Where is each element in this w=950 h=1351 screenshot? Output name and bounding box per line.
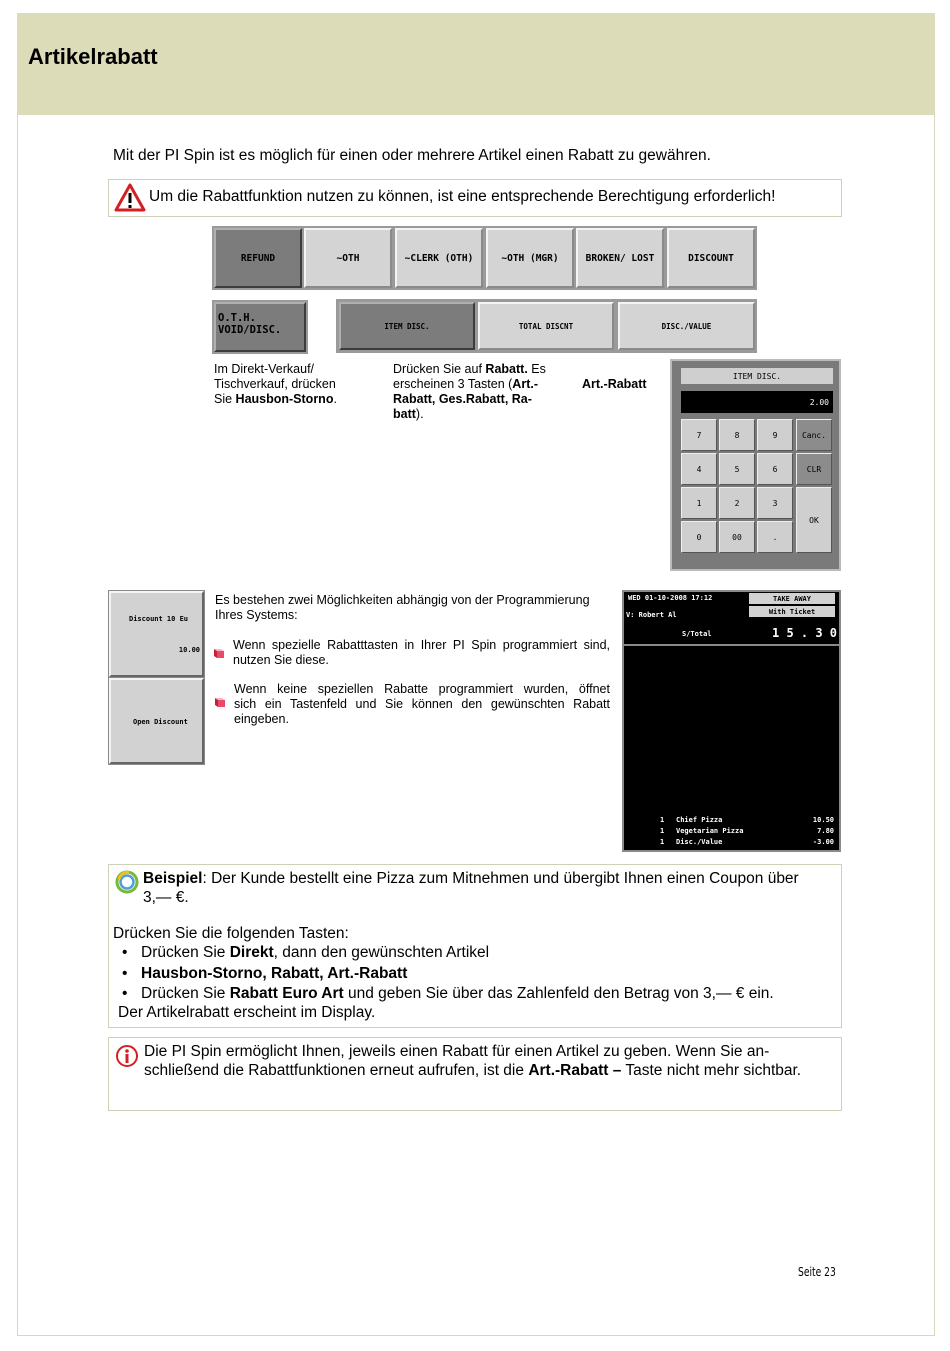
options-lead: Es bestehen zwei Möglichkeiten abhängig von der Programmierung Ihres Systems: [215, 593, 590, 622]
keypad-key-1[interactable]: 1 [681, 487, 717, 519]
line-3-name: Disc./Value [676, 838, 723, 846]
keypad-key-0[interactable]: 0 [681, 521, 717, 553]
info-text: Die PI Spin ermöglicht Ihnen, jeweils einen Rabatt für einen Artikel zu geben. Wenn Sie an- schließend die Rabattfunktionen erneut aufrufen, ist die Art.-Rabatt – Taste nicht mehr sichtbar. [144, 1043, 802, 1079]
example-text: Beispiel: Der Kunde bestellt eine Pizza zum Mitnehmen und übergibt Ihnen einen Coupon über 3,— €. [143, 870, 799, 906]
discount-key[interactable]: DISCOUNT [667, 228, 755, 288]
keypad-key-5[interactable]: 5 [719, 453, 755, 485]
steps-list [129, 944, 774, 1006]
line-3-price: -3.00 [812, 838, 834, 846]
take-away-chip: TAKE AWAY [749, 593, 835, 604]
keypad-key-3[interactable]: 3 [757, 487, 793, 519]
display-datetime: WED 01-10-2008 17:12 [628, 594, 713, 602]
keypad-title: ITEM DISC. [681, 368, 833, 384]
keypad-key-9[interactable]: 9 [757, 419, 793, 451]
keypad-key-6[interactable]: 6 [757, 453, 793, 485]
oth-void-disc-key[interactable]: O.T.H. VOID/DISC. [214, 302, 306, 352]
refund-key[interactable]: REFUND [214, 228, 302, 288]
line-1-qty: 1 [660, 816, 665, 824]
discount-10-eu-value: 10.00 [178, 646, 200, 654]
with-ticket-chip: With Ticket [749, 606, 835, 617]
caption-step2: Drücken Sie auf Rabatt. Es erscheinen 3 Tasten (Art.- Rabatt, Ges.Rabatt, Ra- batt). [393, 362, 546, 421]
page-title: Artikelrabatt [28, 44, 158, 69]
intro-text: Mit der PI Spin ist es möglich für einen oder mehrere Artikel einen Rabatt zu gewähren. [113, 147, 711, 164]
broken-lost-key[interactable]: BROKEN/ LOST [576, 228, 664, 288]
keypad-key-2[interactable]: 2 [719, 487, 755, 519]
line-3-qty: 1 [660, 838, 665, 846]
press-intro: Drücken Sie die folgenden Tasten: [113, 925, 349, 942]
pos-display [622, 590, 841, 852]
open-discount-button[interactable] [109, 678, 204, 764]
warning-box [108, 179, 842, 217]
line-1-price: 10.50 [812, 816, 834, 824]
line-2-name: Vegetarian Pizza [676, 827, 744, 835]
display-divider [624, 644, 839, 646]
clerk-oth-key[interactable]: ~CLERK (OTH) [395, 228, 483, 288]
open-discount-label: Open Discount [133, 718, 188, 726]
step-2: • Hausbon-Storno, Rabatt, Art.-Rabatt [129, 965, 774, 986]
item-disc-key[interactable]: ITEM DISC. [339, 302, 475, 350]
subtotal-label: S/Total [682, 630, 712, 638]
oth-mgr-key[interactable]: ~OTH (MGR) [486, 228, 574, 288]
example-icon [115, 870, 139, 894]
example-box [108, 864, 842, 1028]
keypad-display: 2.00 [681, 391, 833, 413]
discount-10-eu-label: Discount 10 Eu [129, 615, 189, 623]
option-1-text: Wenn spezielle Rabatttasten in Ihrer PI Spin programmiert sind, nutzen Sie diese. [233, 638, 610, 667]
cube-bullet-icon [212, 646, 225, 659]
total-discnt-key[interactable]: TOTAL DISCNT [478, 302, 614, 350]
keypad-ok-key[interactable]: OK [796, 487, 832, 553]
keypad-key-dot[interactable]: . [757, 521, 793, 553]
info-icon [115, 1044, 139, 1068]
discount-panel [108, 590, 205, 765]
step-1: • Drücken Sie Direkt, dann den gewünschten Artikel [129, 944, 774, 965]
keypad-key-00[interactable]: 00 [719, 521, 755, 553]
keypad-clr-key[interactable]: CLR [796, 453, 832, 485]
line-2-price: 7.80 [817, 827, 834, 835]
oth-key[interactable]: ~OTH [304, 228, 392, 288]
cube-bullet-icon [213, 695, 226, 708]
result-text: Der Artikelrabatt erscheint im Display. [118, 1004, 376, 1021]
step-3: • Drücken Sie Rabatt Euro Art und geben Sie über das Zahlenfeld den Betrag von 3,— € ein. [129, 985, 774, 1006]
page-number: Seite 23 [798, 1265, 836, 1279]
caption-step1: Im Direkt-Verkauf/ Tischverkauf, drücken Sie Hausbon-Storno. [214, 362, 337, 406]
line-2-qty: 1 [660, 827, 665, 835]
caption-step3: Art.-Rabatt [582, 377, 647, 391]
discount-10-eu-button[interactable] [109, 591, 204, 677]
keypad-key-7[interactable]: 7 [681, 419, 717, 451]
warning-icon [114, 183, 146, 213]
display-user: V: Robert Al [626, 611, 677, 619]
item-disc-keypad [670, 359, 841, 571]
disc-value-key[interactable]: DISC./VALUE [618, 302, 755, 350]
keypad-cancel-key[interactable]: Canc. [796, 419, 832, 451]
subtotal-value: 1 5 . 3 0 [772, 626, 838, 640]
option-2-text: Wenn keine speziellen Rabatte programmiert wurden, öffnet sich ein Tastenfeld und Sie können den gewünschten Rabatt eingeben. [234, 682, 610, 726]
keypad-key-8[interactable]: 8 [719, 419, 755, 451]
info-box [108, 1037, 842, 1111]
keypad-key-4[interactable]: 4 [681, 453, 717, 485]
warning-text: Um die Rabattfunktion nutzen zu können, ist eine entsprechende Berechtigung erforderlich! [149, 188, 776, 205]
line-1-name: Chief Pizza [676, 816, 723, 824]
